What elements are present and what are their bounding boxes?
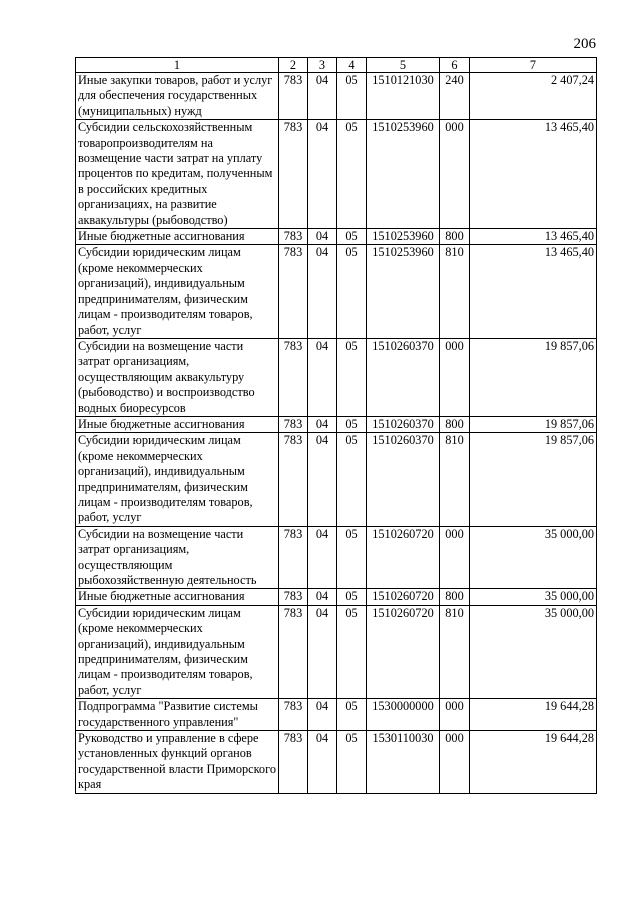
row-name: Иные бюджетные ассигнования [76, 229, 279, 245]
header-col-6: 6 [440, 58, 470, 73]
row-col-3: 04 [308, 229, 337, 245]
table-row [76, 731, 597, 794]
row-col-2: 783 [279, 338, 308, 416]
table-row [76, 73, 597, 120]
row-name: Руководство и управление в сфере установленных функций органов государственной власти Приморского края [76, 731, 279, 794]
row-col-6: 810 [440, 245, 470, 338]
table-header [76, 58, 597, 73]
row-name: Иные закупки товаров, работ и услуг для обеспечения государственных (муниципальных) нужд [76, 73, 279, 120]
row-col-2: 783 [279, 589, 308, 605]
row-col-6: 000 [440, 699, 470, 731]
row-amount: 35 000,00 [470, 605, 597, 698]
header-col-7: 7 [470, 58, 597, 73]
row-col-3: 04 [308, 589, 337, 605]
row-col-5: 1510253960 [367, 229, 440, 245]
table-row [76, 433, 597, 526]
row-col-6: 000 [440, 526, 470, 589]
row-col-5: 1510260720 [367, 605, 440, 698]
row-amount: 19 644,28 [470, 699, 597, 731]
row-col-6: 000 [440, 120, 470, 229]
row-col-3: 04 [308, 731, 337, 794]
row-amount: 13 465,40 [470, 229, 597, 245]
row-amount: 19 857,06 [470, 433, 597, 526]
row-col-6: 800 [440, 229, 470, 245]
row-col-4: 05 [337, 605, 367, 698]
header-col-5: 5 [367, 58, 440, 73]
row-col-4: 05 [337, 245, 367, 338]
row-col-2: 783 [279, 526, 308, 589]
table-row [76, 338, 597, 416]
table-row [76, 416, 597, 432]
row-amount: 2 407,24 [470, 73, 597, 120]
row-name: Субсидии юридическим лицам (кроме некоммерческих организаций), индивидуальным предпринимателям, физическим лицам - производителям товаров, работ, услуг [76, 605, 279, 698]
row-amount: 19 644,28 [470, 731, 597, 794]
row-col-3: 04 [308, 120, 337, 229]
table-row [76, 120, 597, 229]
header-col-4: 4 [337, 58, 367, 73]
row-col-3: 04 [308, 699, 337, 731]
row-col-5: 1510253960 [367, 120, 440, 229]
row-col-6: 800 [440, 589, 470, 605]
table-body [76, 73, 597, 794]
row-col-2: 783 [279, 245, 308, 338]
table-row [76, 699, 597, 731]
row-col-3: 04 [308, 433, 337, 526]
table-row [76, 229, 597, 245]
row-col-4: 05 [337, 120, 367, 229]
page-number: 206 [573, 36, 596, 52]
row-col-5: 1510121030 [367, 73, 440, 120]
row-col-4: 05 [337, 589, 367, 605]
header-row [76, 58, 597, 73]
row-col-4: 05 [337, 338, 367, 416]
row-col-2: 783 [279, 433, 308, 526]
table-row [76, 605, 597, 698]
row-name: Иные бюджетные ассигнования [76, 416, 279, 432]
row-name: Субсидии сельскохозяйственным товаропроизводителям на возмещение части затрат на уплату процентов по кредитам, полученным в российских кредитных организациях, на развитие аквакультуры (рыбоводство) [76, 120, 279, 229]
row-amount: 19 857,06 [470, 338, 597, 416]
row-col-5: 1510260370 [367, 338, 440, 416]
row-col-5: 1510260720 [367, 589, 440, 605]
row-col-2: 783 [279, 73, 308, 120]
row-amount: 35 000,00 [470, 589, 597, 605]
table-row [76, 589, 597, 605]
row-name: Субсидии юридическим лицам (кроме некоммерческих организаций), индивидуальным предпринимателям, физическим лицам - производителям товаров, работ, услуг [76, 433, 279, 526]
row-col-4: 05 [337, 526, 367, 589]
row-col-2: 783 [279, 699, 308, 731]
row-name: Подпрограмма "Развитие системы государственного управления" [76, 699, 279, 731]
row-col-4: 05 [337, 416, 367, 432]
row-col-5: 1530110030 [367, 731, 440, 794]
row-col-5: 1530000000 [367, 699, 440, 731]
row-col-5: 1510260370 [367, 433, 440, 526]
table-row [76, 526, 597, 589]
row-amount: 13 465,40 [470, 120, 597, 229]
row-col-3: 04 [308, 605, 337, 698]
row-col-3: 04 [308, 338, 337, 416]
row-amount: 13 465,40 [470, 245, 597, 338]
row-name: Субсидии юридическим лицам (кроме некоммерческих организаций), индивидуальным предпринимателям, физическим лицам - производителям товаров, работ, услуг [76, 245, 279, 338]
row-col-6: 810 [440, 433, 470, 526]
row-col-4: 05 [337, 73, 367, 120]
header-col-1: 1 [76, 58, 279, 73]
row-col-3: 04 [308, 245, 337, 338]
row-col-5: 1510260370 [367, 416, 440, 432]
row-col-3: 04 [308, 416, 337, 432]
row-col-5: 1510253960 [367, 245, 440, 338]
row-col-4: 05 [337, 433, 367, 526]
row-col-2: 783 [279, 416, 308, 432]
header-col-3: 3 [308, 58, 337, 73]
row-col-2: 783 [279, 229, 308, 245]
row-col-6: 800 [440, 416, 470, 432]
row-name: Иные бюджетные ассигнования [76, 589, 279, 605]
row-col-2: 783 [279, 731, 308, 794]
budget-table [75, 57, 597, 794]
row-col-6: 000 [440, 338, 470, 416]
row-col-4: 05 [337, 699, 367, 731]
row-col-2: 783 [279, 605, 308, 698]
row-col-6: 240 [440, 73, 470, 120]
row-col-4: 05 [337, 229, 367, 245]
table-row [76, 245, 597, 338]
row-name: Субсидии на возмещение части затрат организациям, осуществляющим рыбохозяйственную деятельность [76, 526, 279, 589]
row-col-6: 810 [440, 605, 470, 698]
row-name: Субсидии на возмещение части затрат организациям, осуществляющим аквакультуру (рыбоводство) и воспроизводство водных биоресурсов [76, 338, 279, 416]
row-col-2: 783 [279, 120, 308, 229]
header-col-2: 2 [279, 58, 308, 73]
row-col-5: 1510260720 [367, 526, 440, 589]
row-col-3: 04 [308, 526, 337, 589]
row-amount: 35 000,00 [470, 526, 597, 589]
row-col-3: 04 [308, 73, 337, 120]
row-amount: 19 857,06 [470, 416, 597, 432]
row-col-4: 05 [337, 731, 367, 794]
row-col-6: 000 [440, 731, 470, 794]
